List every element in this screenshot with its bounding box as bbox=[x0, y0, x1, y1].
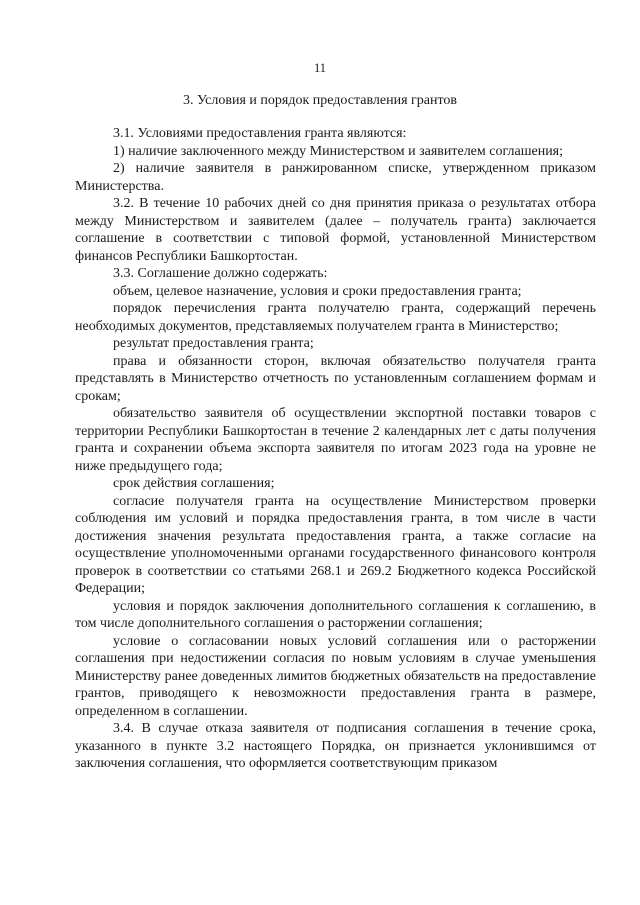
paragraph-agreement-consent: согласие получателя гранта на осуществление Министерством проверки соблюдения им условий и порядка предоставления гранта, в том числе в части достижения значения результата предоставления гранта, а также согласие на осуществление уполномоченными органами государственного финансового контроля проверок в соответствии со статьями 268.1 и 269.2 Бюджетного кодекса Российской Федерации; bbox=[75, 493, 596, 596]
page-number: 11 bbox=[313, 61, 327, 75]
paragraph-agreement-amendment: условия и порядок заключения дополнительного соглашения к соглашению, в том числе дополнительного соглашения о расторжении соглашения; bbox=[75, 598, 596, 631]
paragraph-3-3: 3.3. Соглашение должно содержать: bbox=[113, 266, 328, 281]
paragraph-agreement-transfer: порядок перечисления гранта получателю гранта, содержащий перечень необходимых документов, представляемых получателем гранта в Министерство; bbox=[75, 301, 596, 334]
paragraph-agreement-rights: права и обязанности сторон, включая обязательство получателя гранта представлять в Министерство отчетность по установленным соглашением формам и срокам; bbox=[75, 353, 596, 404]
section-title: 3. Условия и порядок предоставления грантов bbox=[182, 93, 458, 108]
paragraph-condition-1: 1) наличие заключенного между Министерством и заявителем соглашения; bbox=[113, 143, 564, 159]
paragraph-3-2: 3.2. В течение 10 рабочих дней со дня принятия приказа о результатах отбора между Министерством и заявителем (далее – получатель гранта) заключается соглашение в соответствии с типовой формой, установленной Министерством финансов Республики Башкортостан. bbox=[75, 196, 596, 264]
paragraph-3-4: 3.4. В случае отказа заявителя от подписания соглашения в течение срока, указанного в пункте 3.2 настоящего Порядка, он признается уклонившимся от заключения соглашения, что оформляется соответствующим приказом bbox=[75, 721, 596, 771]
paragraph-agreement-new-terms: условие о согласовании новых условий соглашения или о расторжении соглашения при недостижении согласия по новым условиям в случае уменьшения Министерству ранее доведенных лимитов бюджетных обязательств на предоставление грантов, приводящего к невозможности предоставления гранта в размере, определенном в соглашении. bbox=[75, 633, 596, 719]
paragraph-agreement-result: результат предоставления гранта; bbox=[113, 336, 314, 351]
paragraph-agreement-volume: объем, целевое назначение, условия и сроки предоставления гранта; bbox=[113, 283, 522, 299]
paragraph-3-1: 3.1. Условиями предоставления гранта являются: bbox=[113, 126, 407, 141]
paragraph-agreement-term: срок действия соглашения; bbox=[113, 476, 275, 491]
paragraph-condition-2: 2) наличие заявителя в ранжированном списке, утвержденном приказом Министерства. bbox=[75, 161, 596, 194]
body-text bbox=[75, 125, 596, 773]
paragraph-agreement-export: обязательство заявителя об осуществлении экспортной поставки товаров с территории Республики Башкортостан в течение 2 календарных лет с даты получения гранта и сохранении объема экспорта заявителя по итогам 2023 года на уровне не ниже предыдущего года; bbox=[75, 406, 596, 474]
